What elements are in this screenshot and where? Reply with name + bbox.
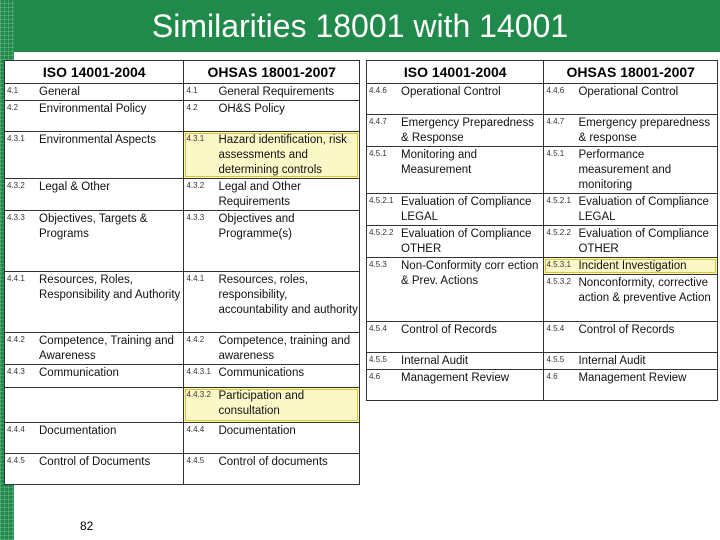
clause-number: 4.5.2.1 xyxy=(369,196,394,205)
table-row xyxy=(5,211,360,272)
table-cell xyxy=(5,179,184,211)
clause-number: 4.6 xyxy=(546,372,558,381)
table-row xyxy=(367,226,718,258)
table-row xyxy=(5,84,360,101)
clause-title: Operational Control xyxy=(401,86,501,98)
table-cell xyxy=(544,194,718,226)
table-cell xyxy=(5,365,184,388)
clause-title: Environmental Aspects xyxy=(39,134,156,146)
clause-title: Internal Audit xyxy=(578,355,646,367)
clause-number: 4.5.1 xyxy=(546,149,565,158)
clause-title: Internal Audit xyxy=(401,355,469,367)
table-cell xyxy=(367,322,544,353)
clause-title: Evaluation of Compliance OTHER xyxy=(578,228,709,255)
clause-title: Control of Records xyxy=(578,324,675,336)
table-cell xyxy=(544,258,718,275)
clause-number: 4.4.7 xyxy=(369,117,387,126)
table-cell xyxy=(544,370,718,401)
table-cell xyxy=(184,132,360,179)
clause-number: 4.4.7 xyxy=(546,117,565,126)
table-cell xyxy=(367,147,544,194)
clause-number: 4.3.3 xyxy=(7,213,25,222)
comparison-table-left xyxy=(4,60,360,485)
clause-title: Emergency preparedness & response xyxy=(578,117,711,144)
clause-number: 4.5.4 xyxy=(369,324,387,333)
table-cell xyxy=(5,132,184,179)
clause-number: 4.5.4 xyxy=(546,324,565,333)
table-cell xyxy=(5,101,184,132)
clause-number: 4.3.3 xyxy=(186,213,205,222)
clause-number: 4.5.3 xyxy=(369,260,387,269)
table-cell xyxy=(184,333,360,365)
clause-number: 4.3.2 xyxy=(7,181,25,190)
clause-number xyxy=(5,388,39,422)
table-row xyxy=(5,272,360,333)
clause-number: 4.1 xyxy=(7,86,19,95)
clause-title: General Requirements xyxy=(218,86,335,98)
table-row xyxy=(367,258,718,275)
clause-number: 4.3.1 xyxy=(7,134,25,143)
clause-title: Evaluation of Compliance OTHER xyxy=(401,228,532,255)
table-cell xyxy=(184,365,360,388)
clause-number: 4.5.5 xyxy=(369,355,387,364)
clause-title: Control of documents xyxy=(218,456,328,468)
clause-number: 4.4.5 xyxy=(186,456,205,465)
clause-number: 4.3.2 xyxy=(186,181,205,190)
clause-number: 4.5.2.2 xyxy=(546,228,571,237)
table-row xyxy=(367,115,718,147)
clause-title: Performance measurement and monitoring xyxy=(578,149,672,191)
clause-title: Objectives and Programme(s) xyxy=(218,213,295,240)
table-row xyxy=(367,84,718,115)
table-cell xyxy=(367,258,544,322)
clause-title: Resources, roles, responsibility, accountability and authority xyxy=(218,274,358,316)
table-cell xyxy=(544,84,718,115)
clause-number: 4.4.6 xyxy=(546,86,565,95)
table-cell xyxy=(544,115,718,147)
clause-title xyxy=(39,388,183,422)
clause-title: Management Review xyxy=(401,372,510,384)
clause-title: Legal & Other xyxy=(39,181,110,193)
clause-number: 4.5.2.1 xyxy=(546,196,571,205)
clause-number: 4.5.3.1 xyxy=(546,260,571,269)
clause-title: Operational Control xyxy=(578,86,679,98)
table-row xyxy=(367,370,718,401)
header-iso: ISO 14001-2004 xyxy=(367,61,544,84)
table-cell xyxy=(184,272,360,333)
clause-title: Incident Investigation xyxy=(578,260,687,272)
clause-title: Non-Conformity corr ection & Prev. Actions xyxy=(401,260,539,287)
table-cell xyxy=(5,84,184,101)
table-cell xyxy=(184,388,360,423)
table-cell xyxy=(5,388,184,423)
clause-title: General xyxy=(39,86,80,98)
table-cell xyxy=(367,353,544,370)
table-cell xyxy=(367,226,544,258)
table-cell xyxy=(5,454,184,485)
table-row xyxy=(367,353,718,370)
clause-title: Hazard identification, risk assessments and determining controls xyxy=(218,134,347,176)
table-cell xyxy=(544,275,718,322)
clause-number: 4.4.5 xyxy=(7,456,25,465)
clause-number: 4.4.6 xyxy=(369,86,387,95)
table-row xyxy=(367,147,718,194)
clause-title: Nonconformity, corrective action & preventive Action xyxy=(578,277,711,304)
table-cell xyxy=(5,272,184,333)
clause-title: Participation and consultation xyxy=(218,390,305,417)
clause-number: 4.4.3.2 xyxy=(186,390,211,399)
clause-title: Objectives, Targets & Programs xyxy=(39,213,148,240)
clause-number: 4.3.1 xyxy=(186,134,205,143)
page-number: 82 xyxy=(80,519,94,533)
table-row xyxy=(5,132,360,179)
table-cell xyxy=(544,353,718,370)
table-cell xyxy=(5,333,184,365)
clause-number: 4.5.5 xyxy=(546,355,565,364)
table-cell xyxy=(367,115,544,147)
clause-number: 4.4.2 xyxy=(7,335,25,344)
clause-number: 4.4.4 xyxy=(186,425,205,434)
table-row xyxy=(367,322,718,353)
table-row xyxy=(5,388,360,423)
header-ohsas: OHSAS 18001-2007 xyxy=(184,61,360,84)
clause-title: Control of Documents xyxy=(39,456,151,468)
table-cell xyxy=(367,194,544,226)
comparison-table-right xyxy=(366,60,718,401)
table-row xyxy=(5,333,360,365)
clause-number: 4.6 xyxy=(369,372,381,381)
table-cell xyxy=(544,147,718,194)
clause-number: 4.5.1 xyxy=(369,149,387,158)
table-cell xyxy=(184,179,360,211)
table-cell xyxy=(184,101,360,132)
slide-title: Similarities 18001 with 14001 xyxy=(151,8,569,44)
table-cell xyxy=(5,211,184,272)
table-row xyxy=(5,454,360,485)
clause-number: 4.2 xyxy=(186,103,198,112)
clause-title: Monitoring and Measurement xyxy=(401,149,478,176)
clause-title: OH&S Policy xyxy=(218,103,285,115)
clause-title: Evaluation of Compliance LEGAL xyxy=(401,196,532,223)
clause-title: Competence, training and awareness xyxy=(218,335,351,362)
table-cell xyxy=(367,84,544,115)
header-ohsas: OHSAS 18001-2007 xyxy=(544,61,718,84)
table-cell xyxy=(184,454,360,485)
clause-title: Evaluation of Compliance LEGAL xyxy=(578,196,709,223)
clause-title: Legal and Other Requirements xyxy=(218,181,301,208)
clause-title: Competence, Training and Awareness xyxy=(39,335,174,362)
clause-number: 4.4.3.1 xyxy=(186,367,211,376)
table-row xyxy=(5,101,360,132)
table-cell xyxy=(184,423,360,454)
clause-title: Documentation xyxy=(39,425,117,437)
clause-title: Management Review xyxy=(578,372,687,384)
table-header-row xyxy=(367,61,718,84)
clause-number: 4.4.2 xyxy=(186,335,205,344)
clause-number: 4.4.1 xyxy=(186,274,205,283)
table-row xyxy=(5,365,360,388)
clause-title: Environmental Policy xyxy=(39,103,147,115)
table-cell xyxy=(184,211,360,272)
clause-title: Control of Records xyxy=(401,324,497,336)
table-cell xyxy=(184,84,360,101)
table-row xyxy=(367,194,718,226)
table-cell xyxy=(367,370,544,401)
clause-number: 4.5.2.2 xyxy=(369,228,394,237)
clause-number: 4.4.3 xyxy=(7,367,25,376)
table-cell xyxy=(5,423,184,454)
clause-number: 4.5.3.2 xyxy=(546,277,571,286)
clause-title: Documentation xyxy=(218,425,296,437)
table-cell xyxy=(544,322,718,353)
table-header-row xyxy=(5,61,360,84)
clause-title: Emergency Preparedness & Response xyxy=(401,117,534,144)
clause-title: Communication xyxy=(39,367,119,379)
table-row xyxy=(5,179,360,211)
table-cell xyxy=(544,226,718,258)
clause-number: 4.1 xyxy=(186,86,198,95)
clause-title: Resources, Roles, Responsibility and Authority xyxy=(39,274,181,301)
clause-number: 4.4.4 xyxy=(7,425,25,434)
header-iso: ISO 14001-2004 xyxy=(5,61,184,84)
clause-title: Communications xyxy=(218,367,305,379)
table-row xyxy=(5,423,360,454)
clause-number: 4.2 xyxy=(7,103,19,112)
clause-number: 4.4.1 xyxy=(7,274,25,283)
